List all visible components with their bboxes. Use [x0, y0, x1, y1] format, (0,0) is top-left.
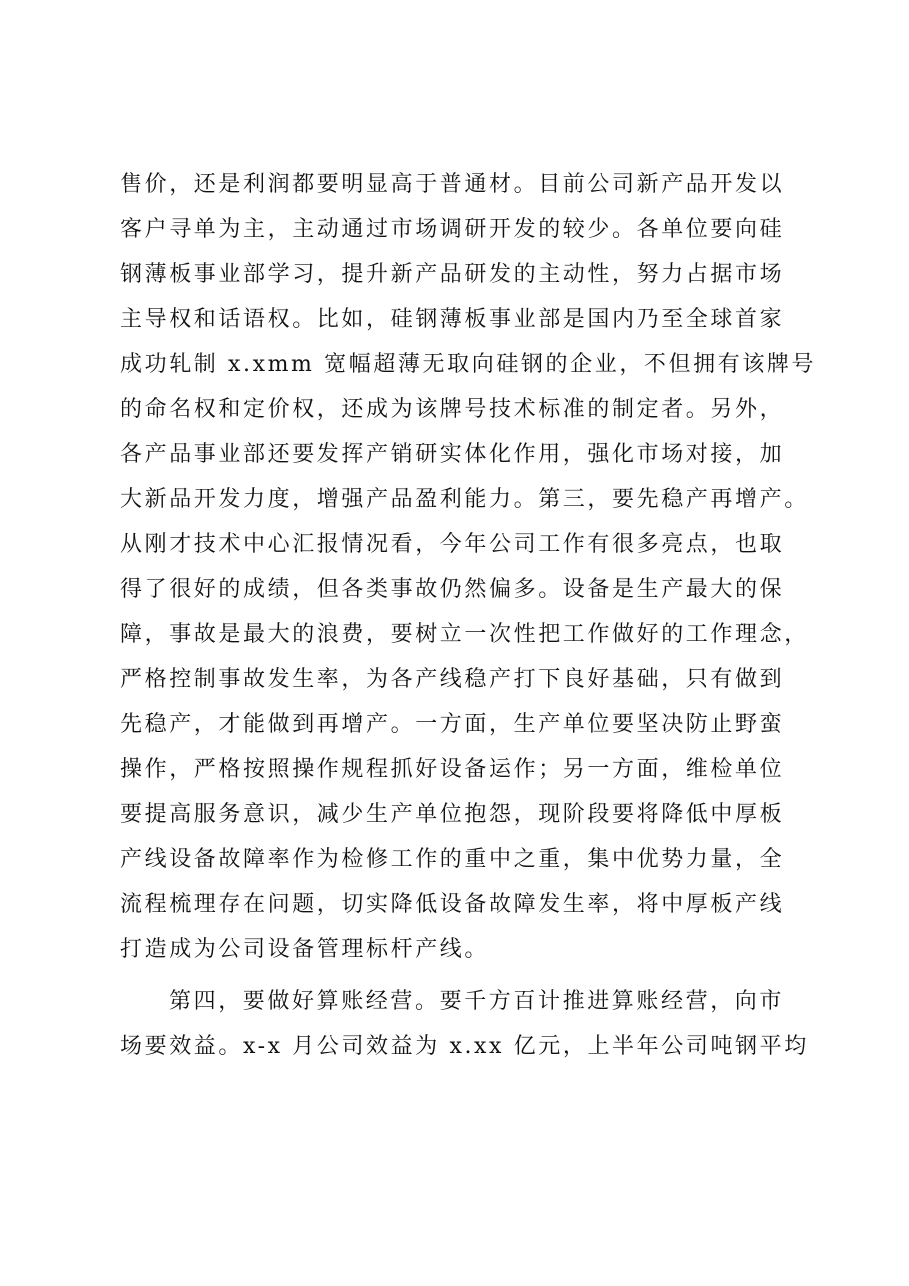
text-line: 要提高服务意识，减少生产单位抱怨，现阶段要将降低中厚板	[120, 802, 785, 827]
text-line: 得了很好的成绩，但各类事故仍然偏多。设备是生产最大的保	[120, 577, 785, 602]
text-line: 主导权和话语权。比如，硅钢薄板事业部是国内乃至全球首家	[120, 307, 785, 332]
text-line: 产线设备故障率作为检修工作的重中之重，集中优势力量，全	[120, 847, 785, 872]
text-line: 场要效益。x-x 月公司效益为 x.xx 亿元，上半年公司吨钢平均	[120, 1034, 809, 1059]
paragraph-first-line: 第四，要做好算账经营。要千方百计推进算账经营，向市	[169, 989, 785, 1014]
text-line: 从刚才技术中心汇报情况看，今年公司工作有很多亮点，也取	[120, 532, 785, 557]
text-line: 各产品事业部还要发挥产销研实体化作用，强化市场对接，加	[120, 442, 785, 467]
text-line: 操作，严格按照操作规程抓好设备运作；另一方面，维检单位	[120, 757, 785, 782]
text-line: 先稳产，才能做到再增产。一方面，生产单位要坚决防止野蛮	[120, 712, 785, 737]
text-line: 客户寻单为主，主动通过市场调研开发的较少。各单位要向硅	[120, 217, 785, 242]
text-line: 售价，还是利润都要明显高于普通材。目前公司新产品开发以	[120, 172, 785, 197]
text-line: 大新品开发力度，增强产品盈利能力。第三，要先稳产再增产。	[120, 487, 809, 512]
text-line: 成功轧制 x.xmm 宽幅超薄无取向硅钢的企业，不但拥有该牌号	[120, 352, 817, 377]
text-line: 严格控制事故发生率，为各产线稳产打下良好基础，只有做到	[120, 667, 785, 692]
text-line: 钢薄板事业部学习，提升新产品研发的主动性，努力占据市场	[120, 262, 785, 287]
text-line: 障，事故是最大的浪费，要树立一次性把工作做好的工作理念，	[120, 622, 809, 647]
text-line: 的命名权和定价权，还成为该牌号技术标准的制定者。另外，	[120, 397, 785, 422]
body-text	[120, 162, 817, 1069]
text-line: 打造成为公司设备管理标杆产线。	[120, 937, 490, 962]
text-line: 流程梳理存在问题，切实降低设备故障发生率，将中厚板产线	[120, 892, 785, 917]
